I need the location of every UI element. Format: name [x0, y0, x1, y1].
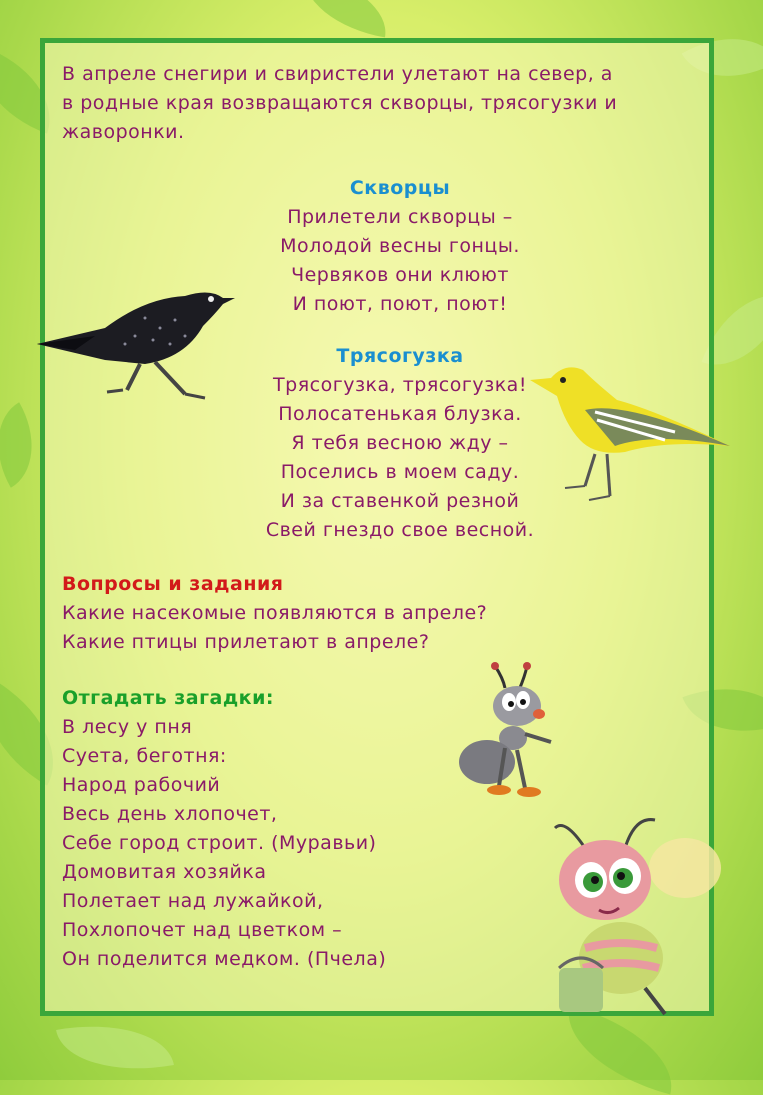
poem-line: И за ставенкой резной — [280, 490, 520, 512]
riddles-title: Отгадать загадки: — [62, 687, 274, 709]
poem-starlings — [200, 174, 600, 319]
poem-line: Червяков они клюют — [291, 264, 509, 286]
question-line: Какие птицы прилетают в апреле? — [62, 631, 430, 653]
poem-line: Я тебя весною жду – — [291, 432, 509, 454]
intro-line: в родные края возвращаются скворцы, трясогузки и — [62, 92, 618, 114]
questions-title: Вопросы и задания — [62, 573, 284, 595]
poem-line: Молодой весны гонцы. — [280, 235, 520, 257]
poem-line: Свей гнездо свое весной. — [265, 519, 535, 541]
questions-section — [62, 570, 487, 657]
intro-paragraph — [62, 60, 692, 147]
question-line: Какие насекомые появляются в апреле? — [62, 602, 488, 624]
riddle-line: Весь день хлопочет, — [62, 803, 278, 825]
poem-title: Трясогузка — [336, 345, 464, 367]
riddle-line: Народ рабочий — [62, 774, 221, 796]
riddle-line: Себе город строит. (Муравьи) — [62, 832, 377, 854]
poem-line: Трясогузка, трясогузка! — [273, 374, 527, 396]
poem-line: Полосатенькая блузка. — [278, 403, 522, 425]
poem-line: И поют, поют, поют! — [292, 293, 508, 315]
poem-line: Прилетели скворцы – — [287, 206, 513, 228]
riddle-line: Домовитая хозяйка — [62, 861, 267, 883]
poem-title: Скворцы — [349, 177, 451, 199]
riddle-line: Полетает над лужайкой, — [62, 890, 324, 912]
intro-line: В апреле снегири и свиристели улетают на север, а — [62, 63, 613, 85]
poem-line: Поселись в моем саду. — [280, 461, 520, 483]
riddle-line: В лесу у пня — [62, 716, 193, 738]
ant-illustration — [455, 658, 565, 810]
wagtail-illustration — [525, 360, 735, 508]
intro-line: жаворонки. — [62, 121, 185, 143]
riddles-section — [62, 684, 386, 974]
riddle-line: Похлопочет над цветком – — [62, 919, 343, 941]
background-leaf — [296, 0, 393, 37]
bee-illustration — [525, 808, 725, 1030]
riddle-line: Суета, беготня: — [62, 745, 227, 767]
riddle-line: Он поделится медком. (Пчела) — [62, 948, 387, 970]
background-leaf — [56, 1011, 174, 1084]
starling-illustration — [35, 278, 240, 406]
